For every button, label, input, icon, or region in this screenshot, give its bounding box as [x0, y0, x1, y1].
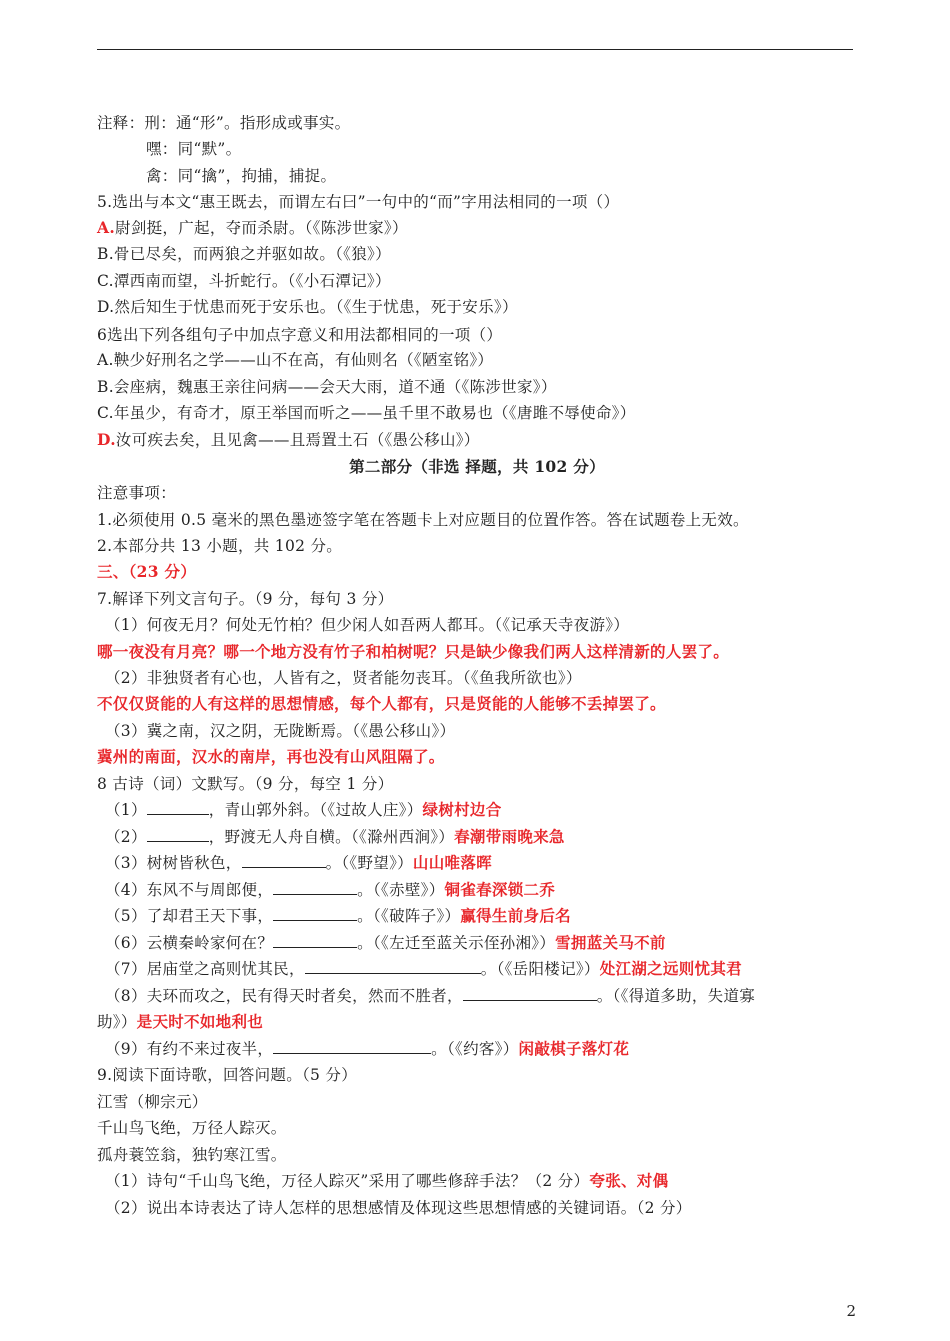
q7-answer-3: 冀州的南面，汉水的南岸，再也没有山风阻隔了。 — [97, 747, 445, 766]
q8-item-8-text: 。（《得道多助，失道寡 — [596, 987, 756, 1005]
notice-2: 2.本部分共 13 小题，共 102 分。 — [97, 537, 343, 555]
q6-option-b: B.会座病，魏惠王亲往问病——会天大雨，道不通（《陈涉世家》） — [97, 378, 557, 396]
q8-item-6-prefix: （6）云横秦岭家何在？ — [105, 934, 274, 952]
q8-item-5-text: 。（《破阵子》） — [357, 907, 461, 925]
q8-item-4-prefix: （4）东风不与周郎便， — [105, 881, 274, 899]
note-1: 注释：刑：通“形”。指形成或事实。 — [97, 114, 351, 132]
q6-option-d — [97, 429, 480, 451]
notice-title: 注意事项： — [97, 484, 177, 502]
q8-item-9 — [105, 1038, 629, 1060]
q8-item-2-text: ，野渡无人舟自横。（《滁州西涧》） — [208, 828, 455, 846]
q7-sentence-2: （2）非独贤者有心也，人皆有之，贤者能勿丧耳。（《鱼我所欲也》） — [105, 669, 582, 687]
q8-item-4-answer: 铜雀春深锁二乔 — [444, 880, 556, 899]
q8-item-7-prefix: （7）居庙堂之高则忧其民， — [105, 960, 305, 978]
q9-sub-1-text: （1）诗句“千山鸟飞绝，万径人踪灭”采用了哪些修辞手法？（2 分） — [105, 1172, 590, 1190]
notice-1: 1.必须使用 0.5 毫米的黑色墨迹签字笔在答题卡上对应题目的位置作答。答在试题卷上无效。 — [97, 511, 749, 529]
q8-item-8-answer: 是天时不如地利也 — [136, 1012, 264, 1031]
q5-option-c: C.潭西南而望，斗折蛇行。（《小石潭记》） — [97, 272, 391, 290]
q6-answer-letter: D. — [97, 430, 116, 449]
part2-title: 第二部分（非选 择题，共 102 分） — [349, 457, 605, 476]
poem-line-1: 千山鸟飞绝，万径人踪灭。 — [97, 1119, 287, 1137]
q8-item-1-answer: 绿树村边合 — [422, 800, 502, 819]
q8-item-9-text: 。（《约客》） — [431, 1040, 519, 1058]
q7-answer-1: 哪一夜没有月亮？哪一个地方没有竹子和柏树呢？只是缺少像我们两人这样清新的人罢了。 — [97, 642, 730, 661]
q8-item-2-answer: 春潮带雨晚来急 — [454, 827, 565, 846]
q8-item-5 — [105, 905, 571, 927]
q8-item-8-continued — [97, 1011, 263, 1033]
q8-item-1-prefix: （1） — [105, 801, 147, 819]
q5-stem: 5.选出与本文“惠王既去，而谓左右曰”一句中的“而”字用法相同的一项（） — [97, 193, 620, 211]
poem-line-2: 孤舟蓑笠翁，独钓寒江雪。 — [97, 1146, 287, 1164]
fill-blank — [273, 1039, 431, 1054]
q5-option-a-text: 尉剑挺，广起，夺而杀尉。（《陈涉世家》） — [115, 219, 408, 237]
q8-item-9-answer: 闲敲棋子落灯花 — [518, 1039, 630, 1058]
q8-item-8-text-cont: 助》） — [97, 1013, 137, 1031]
q8-stem: 8 古诗（词）文默写。（9 分，每空 1 分） — [97, 775, 394, 793]
section-3-heading: 三、（23 分） — [97, 562, 197, 581]
note-3: 禽：同“擒”，拘捕，捕捉。 — [146, 167, 337, 185]
q8-item-7 — [105, 958, 742, 980]
q8-item-6 — [105, 932, 666, 954]
header-rule — [97, 49, 853, 50]
q6-option-c: C.年虽少，有奇才，原王举国而听之——虽千里不敢易也（《唐雎不辱使命》） — [97, 404, 636, 422]
q8-item-6-text: 。（《左迁至蓝关示侄孙湘》） — [357, 934, 556, 952]
fill-blank — [463, 986, 597, 1001]
note-2: 嘿：同“默”。 — [146, 140, 242, 158]
q9-sub-2: （2）说出本诗表达了诗人怎样的思想感情及体现这些思想情感的关键词语。（2 分） — [105, 1199, 692, 1217]
fill-blank — [273, 906, 357, 921]
q8-item-3 — [105, 852, 492, 874]
q6-stem: 6选出下列各组句子中加点字意义和用法都相同的一项（） — [97, 326, 503, 344]
fill-blank — [273, 933, 357, 948]
q8-item-7-text: 。（《岳阳楼记》） — [480, 960, 600, 978]
q5-option-a — [97, 217, 408, 239]
q8-item-5-answer: 赢得生前身后名 — [460, 906, 571, 925]
q6-option-d-text: 汝可疾去矣，且见禽——且焉置土石（《愚公移山》） — [115, 431, 480, 449]
q7-sentence-1: （1）何夜无月？何处无竹柏？但少闲人如吾两人都耳。（《记承天寺夜游》） — [105, 616, 630, 634]
q7-sentence-3: （3）冀之南，汉之阴，无陇断焉。（《愚公移山》） — [105, 722, 456, 740]
fill-blank — [273, 880, 357, 895]
q5-option-d: D.然后知生于忧患而死于安乐也。（《生于忧患，死于安乐》） — [97, 298, 518, 316]
q8-item-3-answer: 山山唯落晖 — [412, 853, 492, 872]
q8-item-2 — [105, 826, 565, 848]
q8-item-1 — [105, 799, 502, 821]
q7-answer-2: 不仅仅贤能的人有这样的思想情感，每个人都有，只是贤能的人能够不丢掉罢了。 — [97, 694, 666, 713]
q5-option-b: B.骨已尽矣，而两狼之并驱如故。（《狼》） — [97, 245, 391, 263]
q8-item-1-text: ，青山郭外斜。（《过故人庄》） — [208, 801, 423, 819]
q8-item-9-prefix: （9）有约不来过夜半， — [105, 1040, 274, 1058]
fill-blank — [305, 959, 481, 974]
q8-item-3-text: 。（《野望》） — [325, 854, 413, 872]
q6-option-a: A.鞅少好刑名之学——山不在高，有仙则名（《陋室铭》） — [97, 351, 494, 369]
fill-blank — [147, 827, 209, 842]
fill-blank — [242, 853, 326, 868]
fill-blank — [147, 800, 209, 815]
q9-sub-1 — [105, 1170, 668, 1192]
q8-item-5-prefix: （5）了却君王天下事， — [105, 907, 274, 925]
q8-item-6-answer: 雪拥蓝关马不前 — [555, 933, 666, 952]
page-number: 2 — [846, 1302, 856, 1320]
q9-stem: 9.阅读下面诗歌，回答问题。（5 分） — [97, 1066, 358, 1084]
q9-sub-1-answer: 夸张、对偶 — [589, 1171, 669, 1190]
q8-item-8-prefix: （8）夫环而攻之，民有得天时者矣，然而不胜者， — [105, 987, 463, 1005]
q5-answer-letter: A. — [97, 218, 116, 237]
q8-item-2-prefix: （2） — [105, 828, 147, 846]
q8-item-7-answer: 处江湖之远则忧其君 — [599, 959, 742, 978]
q7-stem: 7.解译下列文言句子。（9 分，每句 3 分） — [97, 590, 394, 608]
poem-title: 江雪（柳宗元） — [97, 1093, 208, 1111]
q8-item-3-prefix: （3）树树皆秋色， — [105, 854, 242, 872]
q8-item-4 — [105, 879, 555, 901]
q8-item-4-text: 。（《赤壁》） — [357, 881, 445, 899]
q8-item-8 — [105, 985, 755, 1007]
